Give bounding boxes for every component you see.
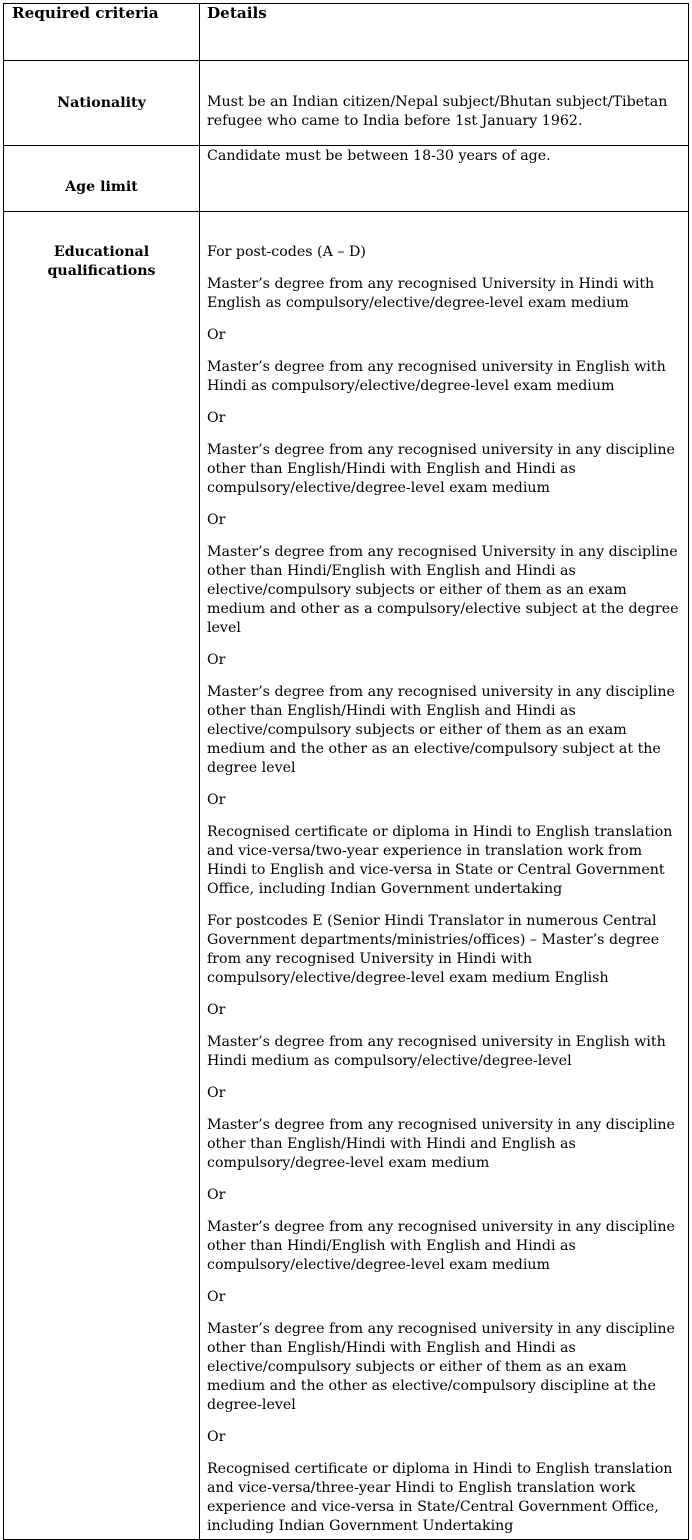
qualification-paragraph: Master’s degree from any recognised university in any discipline other than English/Hindi with English and Hindi as elective/compulsory subjects or either of them as an exam medium and the other as elective/compulsory discipline at the degree-level [207, 1321, 675, 1413]
criteria-label-age-limit: Age limit [4, 146, 200, 212]
criteria-details-nationality: Must be an Indian citizen/Nepal subject/Bhutan subject/Tibetan refugee who came to India before 1st January 1962. [200, 61, 689, 146]
qualification-paragraph: Master’s degree from any recognised university in any discipline other than English/Hindi with Hindi and English as compulsory/degree-level exam medium [207, 1117, 675, 1171]
qualification-paragraph: Master’s degree from any recognised University in any discipline other than Hindi/English with English and Hindi as elective/compulsory subjects or either of them as an exam medium and other as a compulsory/elective subject at the degree level [207, 544, 679, 636]
qualification-paragraph: Recognised certificate or diploma in Hindi to English translation and vice-versa/two-year experience in translation work from Hindi to English and vice-versa in State or Central Government Office, including Indian Government undertaking [207, 824, 673, 897]
or-separator: Or [207, 1187, 226, 1203]
qualification-paragraph: Master’s degree from any recognised university in English with Hindi as compulsory/elective/degree-level exam medium [207, 359, 666, 394]
qualification-paragraph: For post-codes (A – D) [207, 244, 366, 260]
qualification-paragraph: Recognised certificate or diploma in Hindi to English translation and vice-versa/three-year Hindi to English translation work experience and vice-versa in State/Central Government Office, including Indian Government Undertaking [207, 1461, 673, 1534]
or-separator: Or [207, 1002, 226, 1018]
qualification-paragraph: For postcodes E (Senior Hindi Translator in numerous Central Government departments/ministries/offices) – Master’s degree from any recognised University in Hindi with compulsory/elective/degree-level exam medium English [207, 913, 660, 986]
or-separator: Or [207, 652, 226, 668]
criteria-details-age-limit: Candidate must be between 18-30 years of age. [200, 146, 689, 212]
or-separator: Or [207, 512, 226, 528]
or-separator: Or [207, 327, 226, 343]
table-row-age-limit [4, 146, 689, 212]
or-separator: Or [207, 1085, 226, 1101]
or-separator: Or [207, 1429, 226, 1445]
criteria-details-educational-qualifications [200, 212, 689, 1540]
qualification-paragraph: Master’s degree from any recognised university in any discipline other than English/Hindi with English and Hindi as compulsory/elective/degree-level exam medium [207, 442, 675, 496]
or-separator: Or [207, 410, 226, 426]
header-details: Details [200, 4, 689, 61]
or-separator: Or [207, 1289, 226, 1305]
qualification-paragraph: Master’s degree from any recognised University in Hindi with English as compulsory/elective/degree-level exam medium [207, 276, 655, 311]
table-row-nationality [4, 61, 689, 146]
table-header-row [4, 4, 689, 61]
eligibility-table [3, 3, 689, 1540]
criteria-label-nationality: Nationality [4, 61, 200, 146]
header-required-criteria: Required criteria [4, 4, 200, 61]
qualification-paragraph: Master’s degree from any recognised university in any discipline other than English/Hindi with English and Hindi as elective/compulsory subjects or either of them as an exam medium and the other as an elective/compulsory subject at the degree level [207, 684, 675, 776]
table-row-educational-qualifications [4, 212, 689, 1540]
qualification-paragraph: Master’s degree from any recognised university in English with Hindi medium as compulsory/elective/degree-level [207, 1034, 666, 1069]
qualification-paragraph: Master’s degree from any recognised university in any discipline other than Hindi/English with English and Hindi as compulsory/elective/degree-level exam medium [207, 1219, 675, 1273]
or-separator: Or [207, 792, 226, 808]
criteria-label-educational-qualifications: Educational qualifications [4, 212, 200, 1540]
